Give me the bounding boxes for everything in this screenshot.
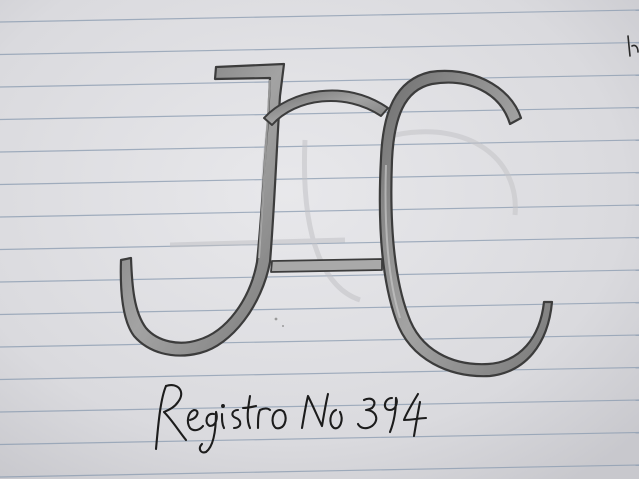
letter-a-crossbar xyxy=(271,259,382,272)
